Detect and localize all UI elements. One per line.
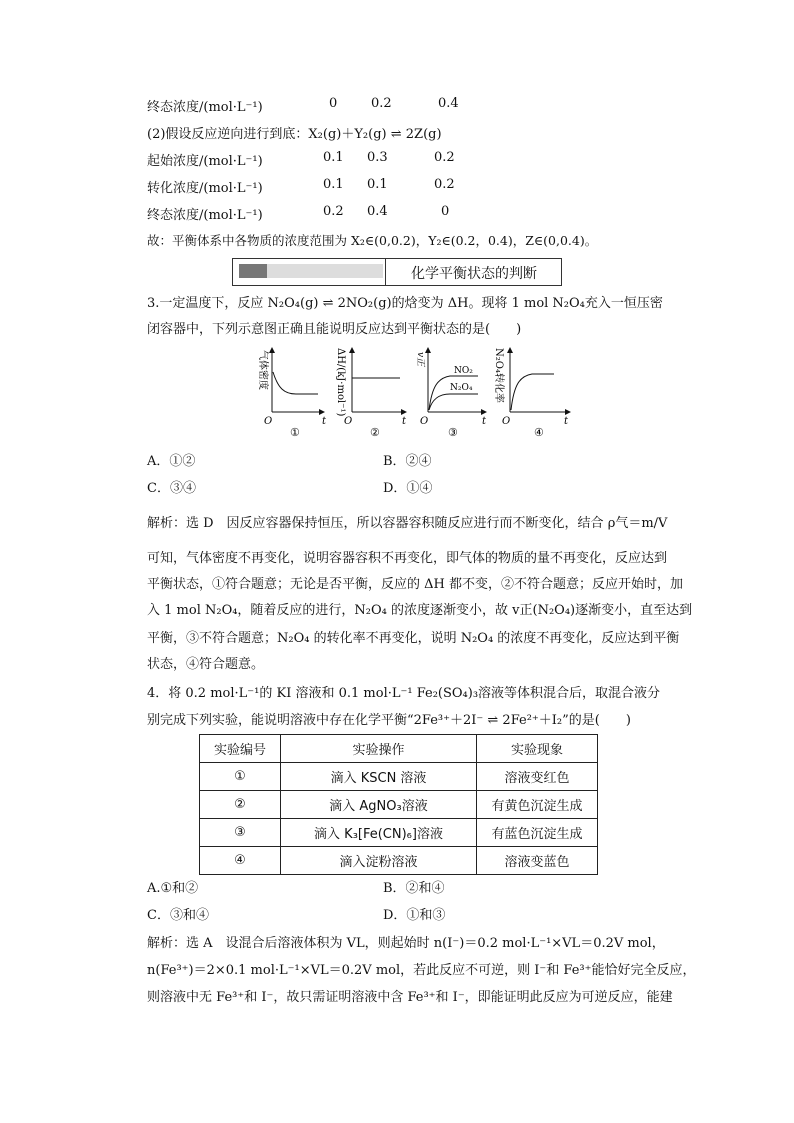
q3-analysis-line-5: 平衡，③不符合题意；N₂O₄ 的转化率不再变化，说明 N₂O₄ 的浓度不再变化，反应达到平衡 [147,631,680,646]
q3-option-a[interactable]: A．①② [147,454,196,469]
row-value-2: 0.3 [367,150,388,165]
graph-1-ylabel: 气体密度 [257,350,268,390]
graph-1-origin: O [264,416,273,427]
row-value-3: 0.4 [438,96,459,111]
graph-3-curve-n2o4 [429,394,478,410]
graph-1-xlabel: t [322,416,327,427]
row-value-3: 0.2 [434,150,455,165]
q3-analysis-line-6: 状态，④符合题意。 [147,657,265,672]
q4-option-a[interactable]: A.①和② [147,881,199,896]
assume-reverse-heading [147,123,442,142]
graph-3-curve2-label: N₂O₄ [450,383,473,393]
q3-option-b[interactable]: B．②④ [383,454,432,469]
cell-id: ① [200,763,281,791]
row-value-2: 0.1 [367,177,388,192]
row-label: 终态浓度/(mol·L⁻¹) [147,208,263,223]
cell-id: ② [200,791,281,819]
cell-operation: 滴入 AgNO₃溶液 [281,791,477,819]
cell-id: ③ [200,819,281,847]
q3-stem-line-2: 闭容器中，下列示意图正确且能说明反应达到平衡状态的是( ) [147,322,522,337]
table-row [200,819,598,847]
graph-4 [493,348,569,439]
graph-2 [335,348,407,439]
table-row [200,763,598,791]
graph-3-curve-no2 [429,376,478,410]
row-label: 转化浓度/(mol·L⁻¹) [147,181,263,196]
graph-4-origin: O [502,416,511,427]
q3-analysis-line-1: 解析：选 D 因反应容器保持恒压，所以容器容积随反应进行而不断变化，结合 ρ气＝m/V [147,516,668,531]
col-header-id: 实验编号 [200,735,281,763]
q3-stem-line-1: 3.一定温度下，反应 N₂O₄(g) ⇌ 2NO₂(g)的焓变为 ΔH。现将 1 mol N₂O₄充入一恒压密 [147,296,663,311]
q4-stem-line-1: 4．将 0.2 mol·L⁻¹的 KI 溶液和 0.1 mol·L⁻¹ Fe₂(SO₄)₃溶液等体积混合后，取混合液分 [147,686,661,701]
section-tag [232,258,562,286]
section-tag-divider [385,259,386,285]
assume-prefix: (2)假设反应逆向进行到底： [147,127,309,142]
q3-analysis-line-3: 平衡状态，①符合题意；无论是否平衡，反应的 ΔH 都不变，②不符合题意；反应开始时，加 [147,577,683,592]
row-value-1: 0.2 [323,204,344,219]
change-conc-row [147,177,667,197]
q4-option-c[interactable]: C．③和④ [147,908,209,923]
graph-4-ylabel: N₂O₄转化率 [493,348,504,403]
graph-2-xlabel: t [402,416,407,427]
final-conc-row-1 [147,96,667,116]
graph-4-xlabel: t [564,416,569,427]
row-value-1: 0.1 [323,177,344,192]
table-row [200,847,598,875]
q4-analysis-line-1: 解析：选 A 设混合后溶液体积为 VL，则起始时 n(I⁻)＝0.2 mol·L⁻¹×VL＝0.2V mol， [147,936,665,951]
row-value-2: 0.2 [371,96,392,111]
row-value-3: 0.2 [434,177,455,192]
graph-2-ylabel: ΔH/(kJ·mol⁻¹) [335,348,346,417]
cell-operation: 滴入淀粉溶液 [281,847,477,875]
row-label: 起始浓度/(mol·L⁻¹) [147,154,263,169]
q3-analysis-line-2: 可知，气体密度不再变化，说明容器容积不再变化，即气体的物质的量不再变化，反应达到 [147,551,668,566]
col-header-phenomenon: 实验现象 [477,735,598,763]
graph-2-origin: O [344,416,353,427]
cell-phenomenon: 有黄色沉淀生成 [477,791,598,819]
cell-id: ④ [200,847,281,875]
q4-analysis-line-2: n(Fe³⁺)＝2×0.1 mol·L⁻¹×VL＝0.2V mol，若此反应不可逆，则 I⁻和 Fe³⁺能恰好完全反应， [147,963,696,978]
final-conc-row-2 [147,204,667,224]
q3-graphs [240,346,580,442]
graph-1 [257,350,327,439]
cell-operation: 滴入 KSCN 溶液 [281,763,477,791]
cell-operation: 滴入 K₃[Fe(CN)₆]溶液 [281,819,477,847]
initial-conc-row [147,150,667,170]
row-value-1: 0 [329,96,338,111]
q3-option-c[interactable]: C．③④ [147,481,196,496]
q4-analysis-line-3: 则溶液中无 Fe³⁺和 I⁻，故只需证明溶液中含 Fe³⁺和 I⁻，即能证明此反应为可逆反应，能建 [147,990,673,1005]
table-header-row [200,735,598,763]
table-row [200,791,598,819]
q4-option-d[interactable]: D．①和③ [383,908,446,923]
row-value-1: 0.1 [323,150,344,165]
graph-3 [415,350,487,439]
range-conclusion: 故：平衡体系中各物质的浓度范围为 X₂∈(0,0.2)，Y₂∈(0.2，0.4)，Z∈(0,0.4)。 [147,233,598,248]
graph-3-xlabel: t [482,416,487,427]
row-value-2: 0.4 [367,204,388,219]
q4-option-b[interactable]: B．②和④ [383,881,445,896]
graph-2-number: ② [370,426,380,439]
q4-stem-line-2: 别完成下列实验，能说明溶液中存在化学平衡“2Fe³⁺＋2I⁻ ⇌ 2Fe²⁺＋I₂”的是( ) [147,713,631,728]
graph-3-origin: O [420,416,429,427]
graph-1-number: ① [290,426,300,439]
section-title: 化学平衡状态的判断 [411,266,537,282]
graph-3-ylabel: v正 [415,352,425,367]
row-value-3: 0 [441,204,450,219]
q3-option-d[interactable]: D．①④ [383,481,433,496]
graph-4-curve [511,374,554,410]
experiment-table [199,734,598,875]
col-header-operation: 实验操作 [281,735,477,763]
graph-3-number: ③ [448,426,458,439]
cell-phenomenon: 有蓝色沉淀生成 [477,819,598,847]
graph-3-curve1-label: NO₂ [454,366,473,376]
row-label: 终态浓度/(mol·L⁻¹) [147,100,263,115]
graph-4-number: ④ [534,426,544,439]
assume-equation: X₂(g)＋Y₂(g) ⇌ 2Z(g) [308,127,442,142]
graph-1-curve [273,372,318,394]
cell-phenomenon: 溶液变红色 [477,763,598,791]
q3-analysis-line-4: 入 1 mol N₂O₄，随着反应的进行，N₂O₄ 的浓度逐渐变小，故 v正(N₂O₄)逐渐变小，直至达到 [147,603,693,618]
cell-phenomenon: 溶液变蓝色 [477,847,598,875]
section-tag-decoration [239,264,383,278]
